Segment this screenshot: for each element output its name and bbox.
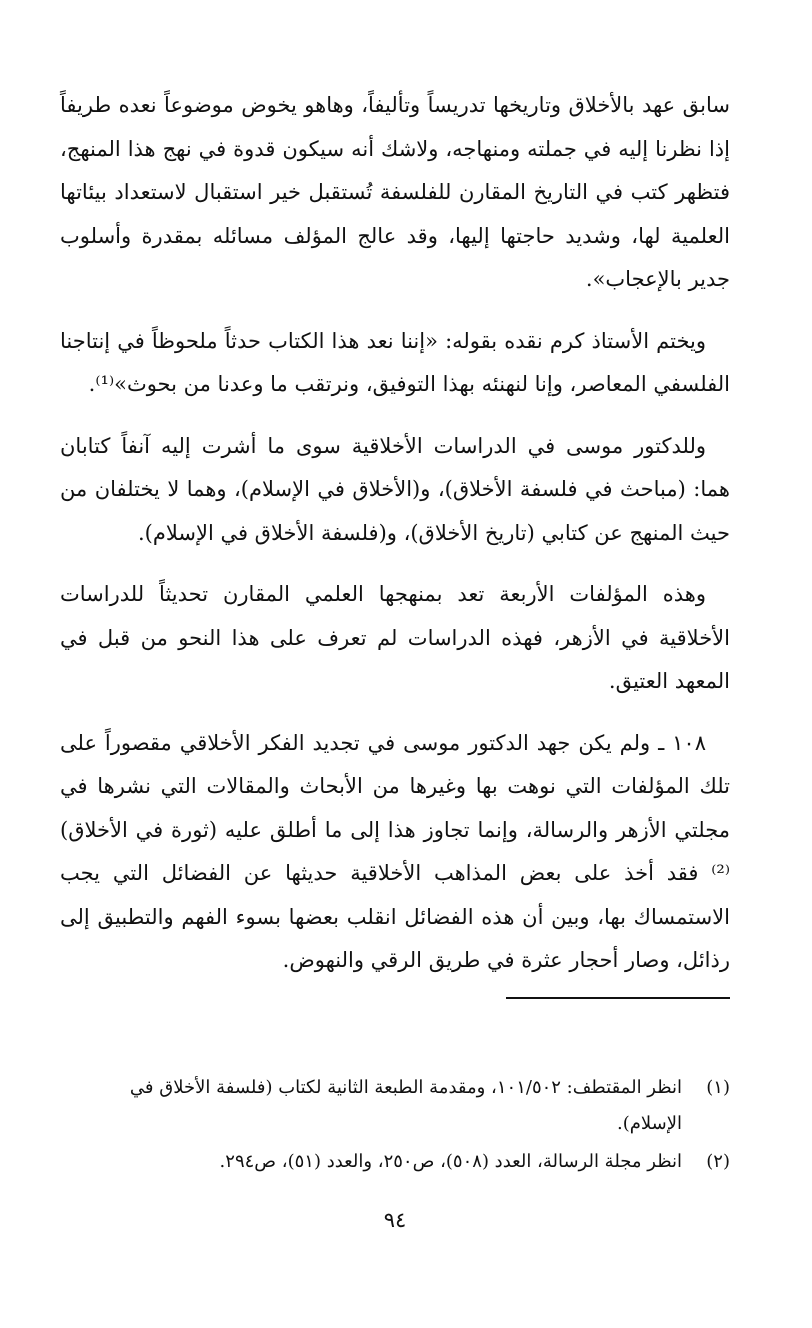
book-page bbox=[60, 84, 730, 1328]
paragraph-four-works: وهذه المؤلفات الأربعة تعد بمنهجها العلمي المقارن تحديثاً للدراسات الأخلاقية في الأزهر، فهذه الدراسات لم تعرف على هذا النحو من قبل في المعهد العتيق. bbox=[60, 582, 730, 693]
footnote-divider bbox=[506, 997, 730, 999]
page-number: ٩٤ bbox=[383, 1208, 407, 1232]
paragraph-other-books: وللدكتور موسى في الدراسات الأخلاقية سوى ما أشرت إليه آنفاً كتابان هما: (مباحث في فلسفة الأخلاق)، و(الأخلاق في الإسلام)، وهما لا يختلفان من حيث المنهج عن كتابي (تاريخ الأخلاق)، و(فلسفة الأخلاق في الإسلام). bbox=[60, 433, 730, 545]
paragraph-section-108: ١٠٨ ـ ولم يكن جهد الدكتور موسى في تجديد الفكر الأخلاقي مقصوراً على تلك المؤلفات التي نوهت بها وغيرها من الأبحاث والمقالات التي نشرها في مجلتي الأزهر والرسالة، وإنما تجاوز هذا إلى ما أطلق عليه (ثورة في الأخلاق)⁽²⁾ فقد أخذ على بعض المذاهب الأخلاقية حديثها عن الفضائل التي يجب الاستمساك بها، وبين أن هذه الفضائل انقلب بعضها بسوء الفهم والتطبيق إلى رذائل، وصار أحجار عثرة في طريق الرقي والنهوض. bbox=[60, 730, 730, 972]
footnote-number: (٢) bbox=[706, 1151, 730, 1172]
footnote-text: انظر مجلة الرسالة، العدد (٥٠٨)، ص٢٥٠، والعدد (٥١)، ص٢٩٤. bbox=[219, 1151, 682, 1172]
footnotes bbox=[60, 1070, 730, 1182]
footnote-number: (١) bbox=[706, 1077, 730, 1098]
paragraph-karam-closing: ويختم الأستاذ كرم نقده بقوله: «إننا نعد هذا الكتاب حدثاً ملحوظاً في إنتاجنا الفلسفي المعاصر، وإنا لنهنئه بهذا التوفيق، ونرتقب ما وعدنا من بحوث»⁽¹⁾. bbox=[60, 328, 730, 396]
footnote-item bbox=[60, 1070, 730, 1142]
main-text bbox=[60, 84, 730, 983]
footnote-text: انظر المقتطف: ١٠١/٥٠٢، ومقدمة الطبعة الثانية لكتاب (فلسفة الأخلاق في الإسلام). bbox=[129, 1077, 682, 1134]
footnote-item bbox=[60, 1144, 730, 1180]
paragraph-continuation: سابق عهد بالأخلاق وتاريخها تدريساً وتأليفاً، وهاهو يخوض موضوعاً نعده طريفاً إذا نظرنا إليه في جملته ومنهاجه، ولاشك أنه سيكون قدوة في نهج هذا المنهج، فتظهر كتب في التاريخ المقارن للفلسفة تُستقبل خير استقبال لاستعداد بيئاتها العلمية لها، وشديد حاجتها إليها، وقد عالج المؤلف مسائله بمقدرة وأسلوب جدير بالإعجاب». bbox=[60, 93, 730, 291]
